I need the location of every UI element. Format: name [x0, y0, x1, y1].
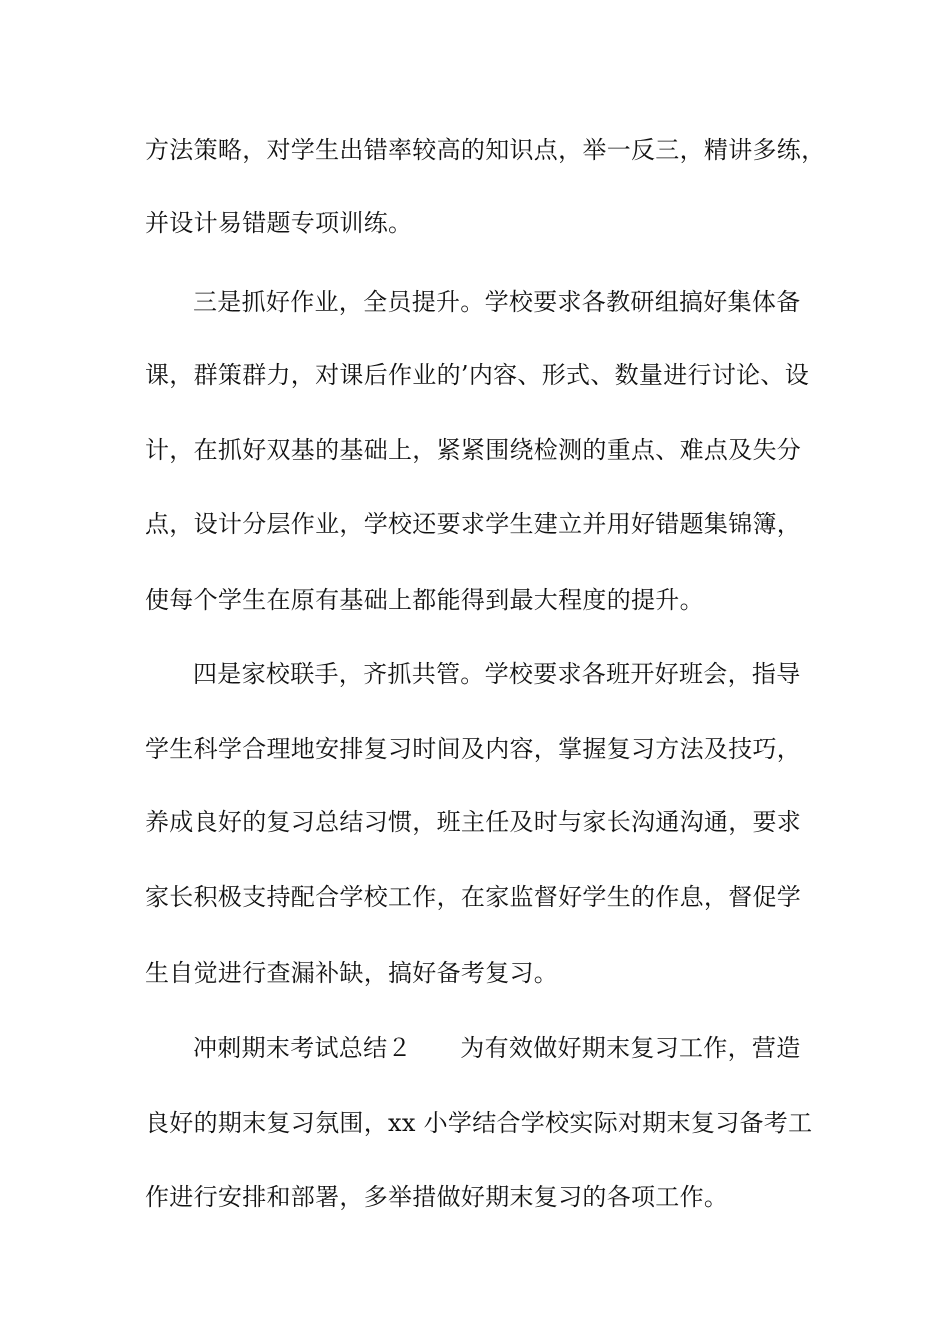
text-line: 方法策略，对学生出错率较高的知识点，举一反三，精讲多练，: [145, 136, 826, 164]
paragraph-start-line: 三是抓好作业，全员提升。学校要求各教研组搞好集体备: [193, 288, 801, 316]
text-line: 家长积极支持配合学校工作，在家监督好学生的作息，督促学: [145, 883, 802, 911]
text-line: 课，群策群力，对课后作业的’内容、形式、数量进行讨论、设: [145, 361, 810, 389]
text-line: 并设计易错题专项训练。: [145, 209, 413, 237]
text-line: 学生科学合理地安排复习时间及内容，掌握复习方法及技巧，: [145, 735, 802, 763]
paragraph-start-line: 冲刺期末考试总结２ 为有效做好期末复习工作，营造: [193, 1034, 801, 1062]
paragraph-start-line: 四是家校联手，齐抓共管。学校要求各班开好班会，指导: [193, 660, 801, 688]
text-line: 养成良好的复习总结习惯，班主任及时与家长沟通沟通，要求: [145, 808, 802, 836]
text-line: 生自觉进行查漏补缺，搞好备考复习。: [145, 959, 559, 987]
text-line: 使每个学生在原有基础上都能得到最大程度的提升。: [145, 586, 704, 614]
text-line: 点，设计分层作业，学校还要求学生建立并用好错题集锦簿，: [145, 510, 802, 538]
text-line: 良好的期末复习氛围，xx 小学结合学校实际对期末复习备考工: [145, 1109, 813, 1137]
text-line: 计，在抓好双基的基础上，紧紧围绕检测的重点、难点及失分: [145, 436, 802, 464]
text-line: 作进行安排和部署，多举措做好期末复习的各项工作。: [145, 1183, 729, 1211]
